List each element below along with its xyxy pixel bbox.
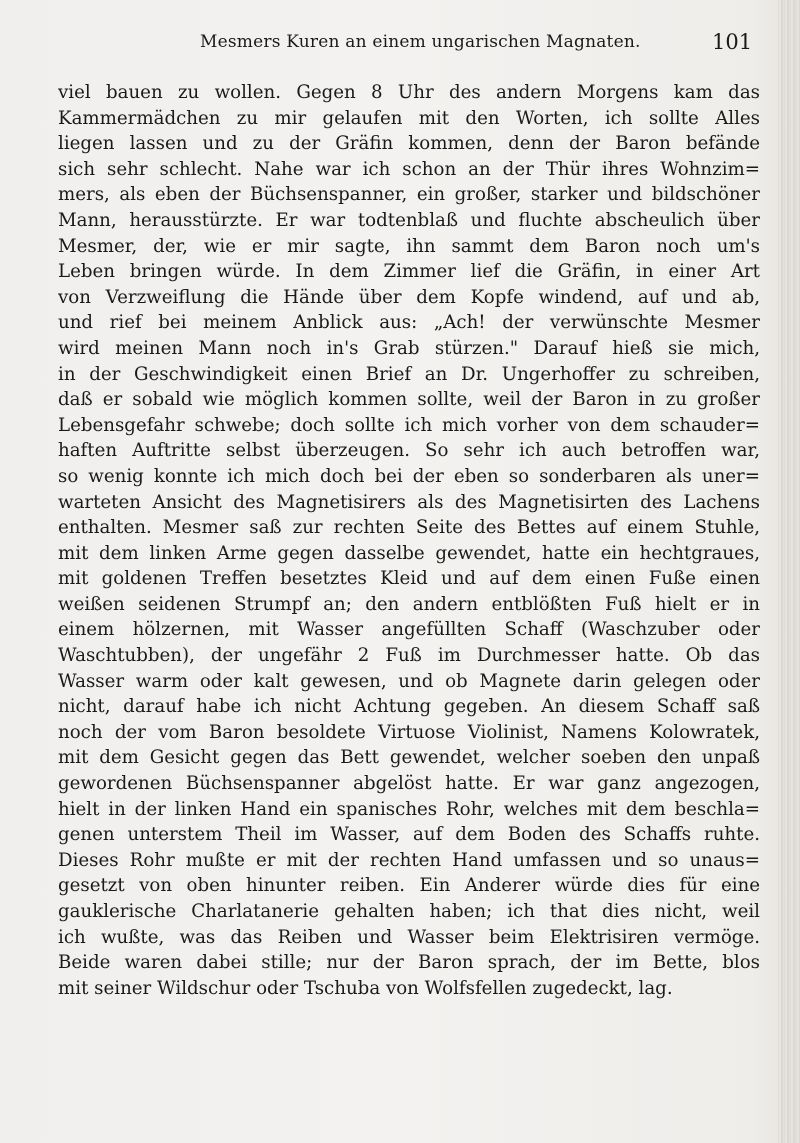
text-line: Leben bringen würde. In dem Zimmer lief die Gräfin, in einer Art [58, 261, 760, 283]
text-line: Wasser warm oder kalt gewesen, und ob Magnete darin gelegen oder [58, 670, 760, 692]
text-line: wird meinen Mann noch in's Grab stürzen." Darauf hieß sie mich, [58, 337, 760, 359]
text-line: gewordenen Büchsenspanner abgelöst hatte. Er war ganz angezogen, [58, 773, 760, 795]
page-edge [778, 0, 800, 1143]
text-line: sich sehr schlecht. Nahe war ich schon an der Thür ihres Wohnzim= [58, 158, 760, 180]
text-line: in der Geschwindigkeit einen Brief an Dr. Ungerhoffer zu schreiben, [58, 363, 760, 385]
text-line: ich wußte, was das Reiben und Wasser beim Elektrisiren vermöge. [58, 926, 760, 948]
text-line: Lebensgefahr schwebe; doch sollte ich mich vorher von dem schauder= [58, 414, 760, 436]
text-line: Waschtubben), der ungefähr 2 Fuß im Durchmesser hatte. Ob das [58, 645, 760, 667]
text-line: einem hölzernen, mit Wasser angefüllten Schaff (Waschzuber oder [58, 619, 760, 641]
running-title: Mesmers Kuren an einem ungarischen Magnaten. [200, 32, 641, 52]
text-line: mers, als eben der Büchsenspanner, ein großer, starker und bildschöner [58, 184, 760, 206]
text-line: hielt in der linken Hand ein spanisches Rohr, welches mit dem beschla= [58, 798, 760, 820]
text-line: Beide waren dabei stille; nur der Baron sprach, der im Bette, blos [58, 952, 760, 974]
text-line: liegen lassen und zu der Gräfin kommen, denn der Baron befände [58, 133, 760, 155]
text-line: so wenig konnte ich mich doch bei der eben so sonderbaren als uner= [58, 465, 760, 487]
text-line: mit goldenen Treffen besetztes Kleid und auf dem einen Fuße einen [58, 568, 760, 590]
text-line: haften Auftritte selbst überzeugen. So sehr ich auch betroffen war, [58, 440, 760, 462]
body-text [58, 80, 760, 1001]
text-line: nicht, darauf habe ich nicht Achtung gegeben. An diesem Schaff saß [58, 696, 760, 718]
text-line: Mesmer, der, wie er mir sagte, ihn sammt dem Baron noch um's [58, 235, 760, 257]
text-line: daß er sobald wie möglich kommen sollte, weil der Baron in zu großer [58, 389, 760, 411]
text-line: Dieses Rohr mußte er mit der rechten Hand umfassen und so unaus= [58, 849, 760, 871]
text-line: genen unterstem Theil im Wasser, auf dem Boden des Schaffs ruhte. [58, 824, 760, 846]
text-line: Mann, herausstürzte. Er war todtenblaß und fluchte abscheulich über [58, 209, 760, 231]
text-line: gauklerische Charlatanerie gehalten haben; ich that dies nicht, weil [58, 901, 760, 922]
text-line: warteten Ansicht des Magnetisirers als des Magnetisirten des Lachens [58, 491, 760, 513]
text-line: noch der vom Baron besoldete Virtuose Violinist, Namens Kolowratek, [58, 721, 760, 743]
text-line: mit seiner Wildschur oder Tschuba von Wolfsfellen zugedeckt, lag. [58, 977, 673, 999]
running-header [0, 32, 760, 60]
text-line: Kammermädchen zu mir gelaufen mit den Worten, ich sollte Alles [58, 107, 760, 129]
text-line: mit dem Gesicht gegen das Bett gewendet, welcher soeben den unpaß [58, 747, 760, 769]
page-number: 101 [712, 30, 753, 54]
text-line: mit dem linken Arme gegen dasselbe gewendet, hatte ein hechtgraues, [58, 542, 760, 564]
text-line: viel bauen zu wollen. Gegen 8 Uhr des andern Morgens kam das [58, 82, 760, 103]
text-line: und rief bei meinem Anblick aus: „Ach! der verwünschte Mesmer [58, 312, 760, 334]
text-line: enthalten. Mesmer saß zur rechten Seite des Bettes auf einem Stuhle, [58, 517, 760, 539]
text-line: weißen seidenen Strumpf an; den andern entblößten Fuß hielt er in [58, 593, 760, 615]
text-line: gesetzt von oben hinunter reiben. Ein Anderer würde dies für eine [58, 875, 760, 897]
text-line: von Verzweiflung die Hände über dem Kopfe windend, auf und ab, [58, 286, 760, 308]
